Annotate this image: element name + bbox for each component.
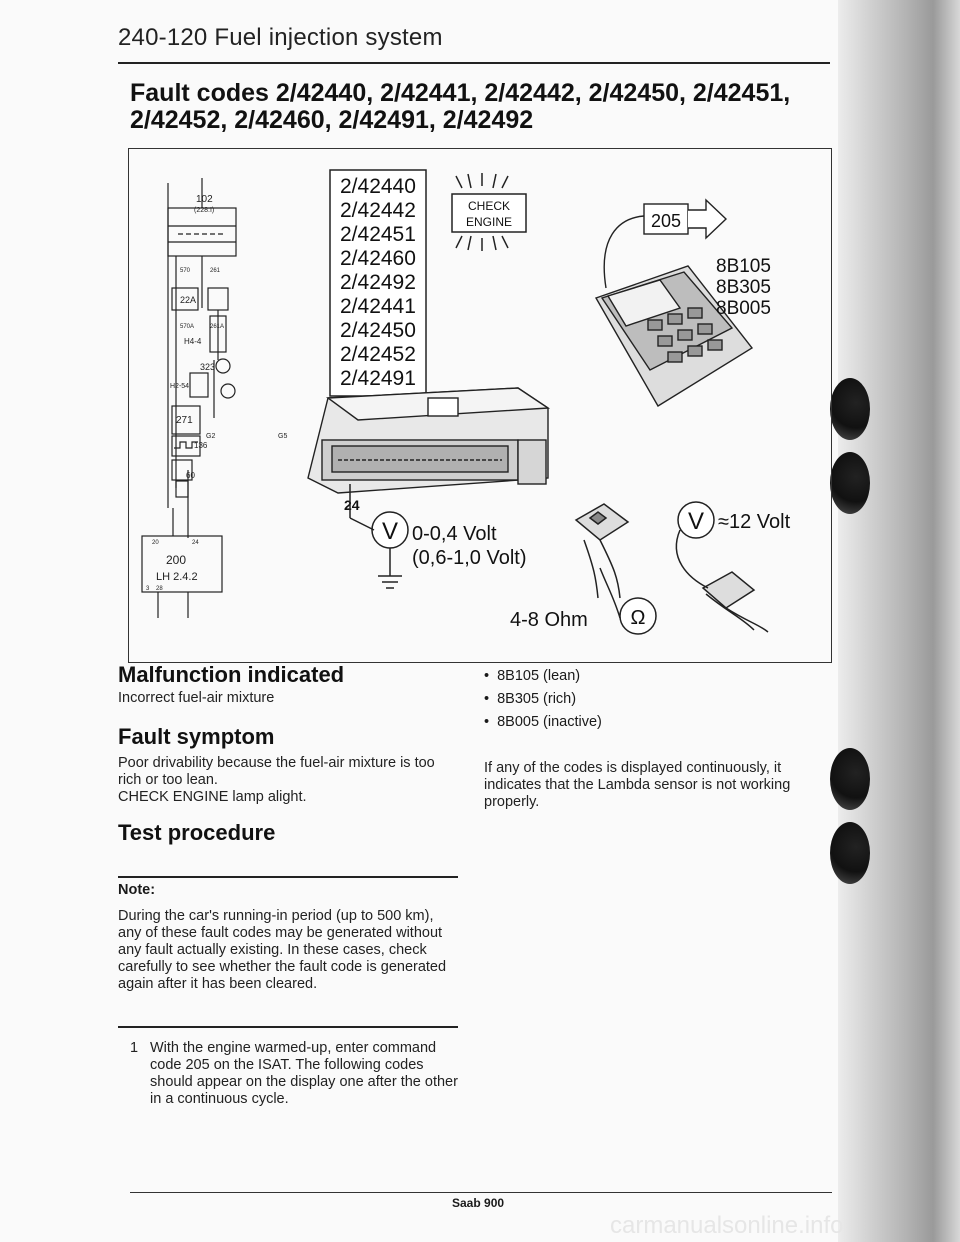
fault-code: 2/42460	[340, 247, 416, 270]
ecu-number-label: 200	[166, 553, 187, 567]
footer-rule	[130, 1192, 832, 1193]
isat-command-code: 205	[650, 211, 682, 231]
component-271-label: 271	[176, 415, 193, 426]
fault-symptom-heading: Fault symptom	[118, 724, 275, 749]
control-module-icon	[308, 388, 548, 493]
voltmeter-symbol: V	[687, 508, 705, 535]
fault-code: 2/42441	[340, 295, 416, 318]
note-rule	[118, 876, 458, 878]
list-item: • 8B105 (lean)	[484, 665, 602, 688]
wiring-labels	[146, 194, 287, 592]
fault-code: 2/42452	[340, 343, 416, 366]
symptom-lamp: CHECK ENGINE lamp alight.	[118, 789, 307, 805]
pin-20-label: 20	[152, 540, 159, 546]
component-60-label: 60	[186, 471, 195, 480]
binder-hole	[830, 452, 870, 514]
page-edge-strip	[838, 0, 960, 1242]
pump-motor-symbol	[216, 359, 230, 373]
fault-codes-title: Fault codes 2/42440, 2/42441, 2/42442, 2/42450, 2/42451, 2/42452, 2/42460, 2/42491, 2/42492	[130, 79, 791, 134]
pin-24-label: 24	[192, 540, 199, 546]
binder-hole	[830, 378, 870, 440]
step-text: With the engine warmed-up, enter command code 205 on the ISAT. The following codes should appear on the display one after the other in a continuous cycle.	[150, 1040, 458, 1107]
binder-hole	[830, 748, 870, 810]
check-engine-text: CHECK	[467, 199, 511, 213]
fault-code: 2/42491	[340, 367, 416, 390]
isat-code: 8B005	[716, 298, 771, 319]
step-number: 1	[130, 1040, 139, 1056]
isat-codes-list	[484, 665, 602, 734]
resistance-label: 4-8 Ohm	[510, 609, 588, 631]
wiring-diagram	[142, 178, 236, 618]
fault-code: 2/42492	[340, 271, 416, 294]
list-item: • 8B305 (rich)	[484, 688, 602, 711]
connector-pin-label: 24	[344, 497, 360, 513]
pin-28-label: 28	[156, 586, 163, 592]
component-323-label: 323	[200, 362, 216, 372]
lambda-note: If any of the codes is displayed continuously, it indicates that the Lambda sensor is not working properly.	[484, 760, 791, 810]
fault-symptom-text	[118, 755, 458, 806]
fault-code: 2/42450	[340, 319, 416, 342]
fault-code: 2/42442	[340, 199, 416, 222]
ohmmeter-icon	[600, 568, 656, 634]
relay-number-label: 102	[196, 194, 213, 205]
isat-code: 8B305	[716, 277, 771, 298]
connector-22a-label: 22A	[180, 295, 197, 305]
test-procedure-heading: Test procedure	[118, 820, 276, 845]
lamp-symbol	[221, 384, 235, 398]
list-item: • 8B005 (inactive)	[484, 711, 602, 734]
supply-voltage-label: ≈12 Volt	[718, 511, 791, 533]
connector-h2-label: H2-54	[170, 383, 190, 390]
ecu-name-label: LH 2.4.2	[156, 571, 198, 583]
component-136-label: 136	[194, 441, 208, 450]
note-rule	[118, 1026, 458, 1028]
isat-code: 8B105	[716, 256, 771, 277]
wire-570-label: 570	[180, 268, 191, 274]
check-engine-text: ENGINE	[465, 215, 513, 229]
fault-code: 2/42440	[340, 175, 416, 198]
note-text: During the car's running-in period (up to 500 km), any of these fault codes may be generated without any fault actually existing. In these cases, check carefully to see whether the fault code is generated again after it has been cleared.	[118, 908, 447, 992]
voltmeter-icon	[350, 512, 408, 588]
malfunction-text: Incorrect fuel-air mixture	[118, 690, 275, 706]
ground-g5-label: G5	[278, 433, 288, 440]
wire-570a-label: 570A	[180, 324, 195, 330]
fault-code-list	[340, 175, 416, 390]
watermark: carmanualsonline.info	[610, 1212, 844, 1239]
procedure-step	[130, 1040, 460, 1108]
relay-ref-label: (228:I)	[194, 207, 215, 214]
ohm-symbol: Ω	[630, 607, 646, 629]
voltmeter-symbol: V	[381, 518, 399, 545]
wire-261-label: 261	[210, 268, 221, 274]
footer-text: Saab 900	[452, 1196, 505, 1210]
malfunction-heading: Malfunction indicated	[118, 662, 345, 687]
note-label: Note:	[118, 882, 156, 898]
voltage-range-label: 0-0,4 Volt	[412, 523, 497, 545]
header-rule	[118, 62, 830, 64]
symptom-description: Poor drivability because the fuel-air mixture is too rich or too lean.	[118, 755, 435, 788]
binder-hole	[830, 822, 870, 884]
voltage-range-alt-label: (0,6-1,0 Volt)	[412, 547, 527, 569]
pin-3-label: 3	[146, 586, 150, 592]
connector-h4-label: H4-4	[184, 337, 202, 346]
page-header: 240-120 Fuel injection system	[118, 24, 443, 51]
relay-box	[168, 208, 236, 256]
fault-code: 2/42451	[340, 223, 416, 246]
fault-diagnosis-figure	[128, 148, 832, 663]
ground-g2-label: G2	[206, 433, 216, 440]
wire-261a-label: 261A	[210, 324, 225, 330]
